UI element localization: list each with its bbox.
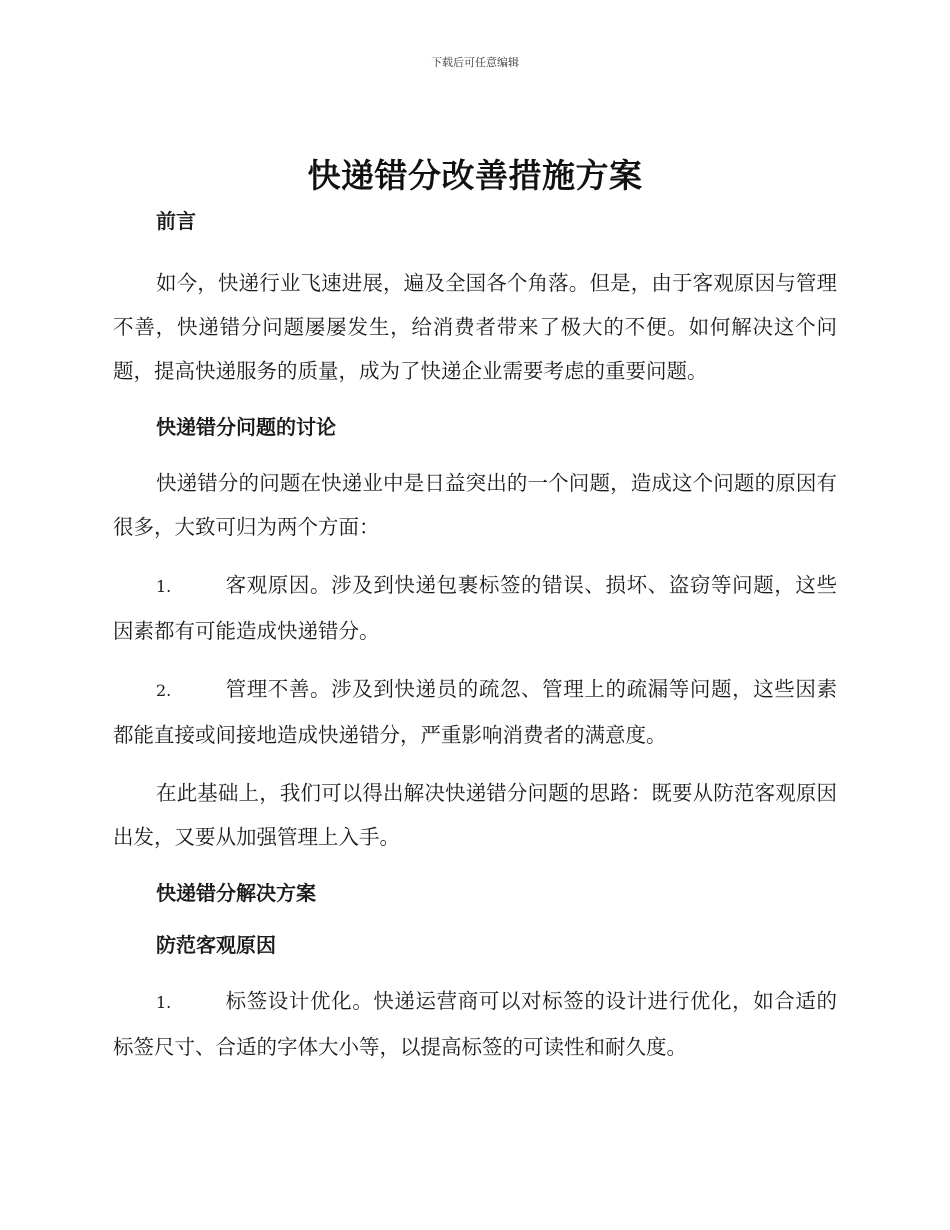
prevent-item-1 bbox=[113, 979, 837, 1069]
preface-heading: 前言 bbox=[156, 209, 196, 233]
document-title: 快递错分改善措施方案 bbox=[307, 156, 643, 195]
cause-item-1-number: 1. bbox=[156, 577, 172, 596]
discussion-intro-paragraph: 快递错分的问题在快递业中是日益突出的一个问题，造成这个问题的原因有很多，大致可归为两个方面： bbox=[113, 471, 837, 539]
prevent-heading: 防范客观原因 bbox=[156, 933, 276, 957]
preface-paragraph: 如今，快递行业飞速进展，遍及全国各个角落。但是，由于客观原因与管理不善，快递错分问题屡屡发生，给消费者带来了极大的不便。如何解决这个问题，提高快递服务的质量，成为了快递企业需要考虑的重要问题。 bbox=[113, 271, 837, 383]
prevent-item-1-number: 1. bbox=[156, 993, 172, 1012]
solution-heading: 快递错分解决方案 bbox=[156, 881, 316, 905]
cause-item-1-text: 客观原因。涉及到快递包裹标签的错误、损坏、盗窃等问题，这些因素都有可能造成快递错分。 bbox=[113, 573, 837, 643]
discussion-heading: 快递错分问题的讨论 bbox=[156, 415, 336, 439]
header-note: 下载后可任意编辑 bbox=[431, 56, 519, 69]
cause-item-2-number: 2. bbox=[156, 681, 172, 700]
prevent-item-1-text: 标签设计优化。快递运营商可以对标签的设计进行优化，如合适的标签尺寸、合适的字体大小等，以提高标签的可读性和耐久度。 bbox=[113, 989, 837, 1059]
cause-item-1 bbox=[113, 563, 837, 653]
discussion-conclusion-paragraph: 在此基础上，我们可以得出解决快递错分问题的思路：既要从防范客观原因出发，又要从加强管理上入手。 bbox=[113, 781, 837, 849]
document-body bbox=[113, 203, 837, 1069]
cause-item-2-text: 管理不善。涉及到快递员的疏忽、管理上的疏漏等问题，这些因素都能直接或间接地造成快递错分，严重影响消费者的满意度。 bbox=[113, 677, 837, 747]
cause-item-2 bbox=[113, 667, 837, 757]
